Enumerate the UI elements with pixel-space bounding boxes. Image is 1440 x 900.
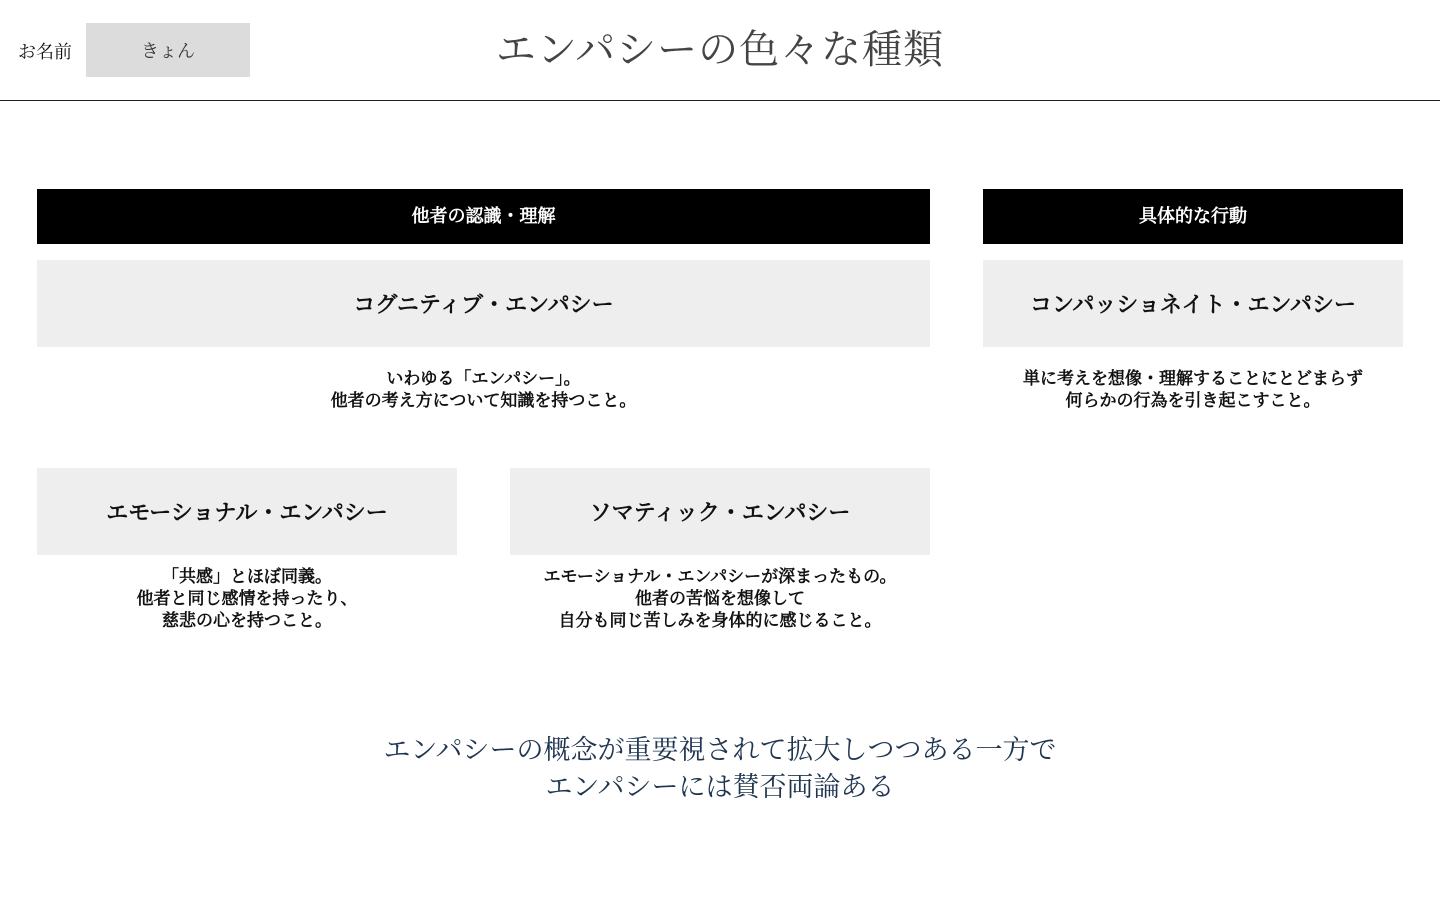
somatic-empathy-description: [510, 566, 930, 632]
description-line: エモーショナル・エンパシーが深まったもの。: [543, 567, 897, 587]
footer-line: エンパシーの概念が重要視されて拡大しつつある一方で: [383, 735, 1057, 766]
somatic-empathy-box: [510, 468, 930, 555]
page-title: エンパシーの色々な種類: [495, 27, 945, 73]
compassionate-empathy-box: [983, 260, 1403, 347]
description-line: 他者と同じ感情を持ったり、: [136, 589, 358, 609]
cognitive-empathy-description: [37, 368, 930, 412]
description-line: 単に考えを想像・理解することにとどまらず: [1023, 369, 1363, 389]
cognitive-empathy-label: コグニティブ・エンパシー: [353, 293, 614, 318]
footer-message: [0, 732, 1440, 806]
emotional-empathy-label: エモーショナル・エンパシー: [106, 501, 388, 526]
cognitive-empathy-box: [37, 260, 930, 347]
compassionate-empathy-description: [983, 368, 1403, 412]
description-line: 他者の苦悩を想像して: [635, 589, 805, 609]
description-line: いわゆる「エンパシー」。: [386, 369, 581, 389]
category-bar-recognition: 他者の認識・理解: [37, 189, 930, 244]
header: [0, 0, 1440, 101]
somatic-empathy-label: ソマティック・エンパシー: [589, 501, 851, 526]
emotional-empathy-box: [37, 468, 457, 555]
compassionate-empathy-label: コンパッショネイト・エンパシー: [1029, 293, 1357, 318]
description-line: 「共感」とほぼ同義。: [162, 567, 332, 587]
category-bar-action: 具体的な行動: [983, 189, 1403, 244]
description-line: 何らかの行為を引き起こすこと。: [1065, 391, 1321, 411]
name-label: お名前: [18, 42, 72, 63]
description-line: 自分も同じ苦しみを身体的に感じること。: [558, 611, 882, 631]
emotional-empathy-description: [37, 566, 457, 632]
description-line: 慈悲の心を持つこと。: [162, 611, 332, 631]
description-line: 他者の考え方について知識を持つこと。: [330, 391, 637, 411]
footer-line: エンパシーには賛否両論ある: [545, 772, 895, 803]
